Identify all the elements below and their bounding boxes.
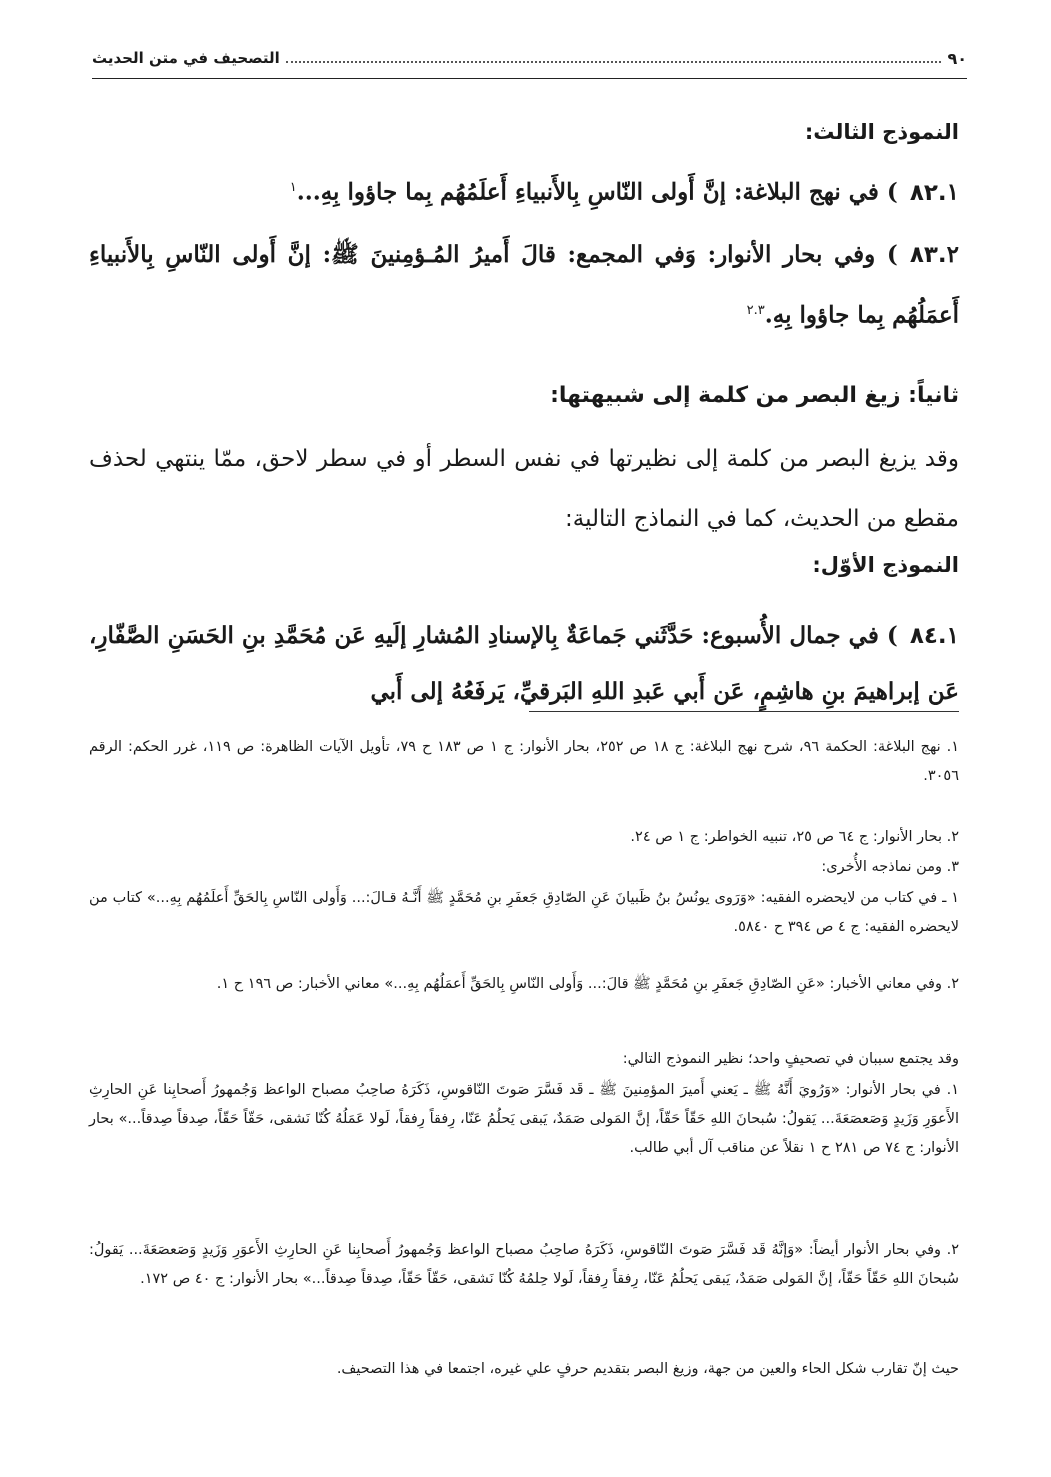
intro-paragraph: وقد يزيغ البصر من كلمة إلى نظيرتها في نفس السطر أو في سطر لاحق، ممّا ينتهي لحذف مقطع من الحديث، كما في النماذج التالية:: [89, 446, 959, 532]
footnote-3: ٣. ومن نماذجه الأُخرى:: [821, 859, 959, 875]
example-text: ١) في جمال الأُسبوع: حَدَّثَني جَماعَةٌ بِالإسنادِ المُشارِ إلَيهِ عَن مُحَمَّدِ بنِ الحَسَنِ الصَّفّارِ، عَن إبراهيمَ بنِ هاشِمٍ، عَن أَبي عَبدِ اللهِ البَرقيِّ، يَرفَعُهُ إلى أَبي: [89, 622, 959, 705]
example-number: ٨٣.: [909, 242, 947, 268]
example-number: ٨٤.: [909, 623, 947, 649]
example-number: ٨٢.: [909, 179, 947, 206]
footnote-3-item-2: ٢. وفي معاني الأخبار: «عَنِ الصّادِقِ جَعفَرِ بنِ مُحَمَّدٍ ﷺ قالَ:... وَأَولى النّاسِ بِالحَقِّ أَعمَلُهُم بِهِ...» معاني الأخبار: ص ١٩٦ ح ١.: [216, 976, 959, 992]
footnote-3-item-1: ١ ـ في كتاب من لايحضره الفقيه: «وَرَوى يونُسُ بنُ ظَبيانَ عَنِ الصّادِقِ جَعفَرِ بنِ مُحَمَّدٍ ﷺ أَنَّـهُ قـالَ:... وَأَولى النّاسِ بِالحَقِّ أَعلَمُهُم بِهِ...» كتاب من لايحضره الفقيه: ج ٤ ص ٣٩٤ ح ٥٨٤٠.: [89, 890, 959, 935]
running-header: [92, 38, 967, 79]
page-number: ٩٠: [947, 48, 967, 68]
footnote-1: ١. نهج البلاغة: الحكمة ٩٦، شرح نهج البلاغة: ج ١٨ ص ٢٥٢، بحار الأنوار: ج ١ ص ١٨٣ ح ٧٩، تأويل الآيات الظاهرة: ص ١١٩، غرر الحكم: الرقم ٣٠٥٦.: [89, 739, 960, 784]
subheading-model-1: النموذج الأوّل:: [812, 553, 959, 577]
footnote-note: وقد يجتمع سببان في تصحيفٍ واحد؛ نظير النموذج التالي:: [622, 1051, 959, 1067]
section-heading-thaniyan: ثانياً: زيغ البصر من كلمة إلى شبيهتها:: [550, 383, 959, 408]
footnote-marker: ٢.٣: [746, 303, 765, 318]
example-text: ١) في نهج البلاغة: إنَّ أَولى النّاسِ بِالأَنبياءِ أَعلَمُهُم بِما جاؤوا بِهِ...: [296, 178, 959, 206]
example-84: [89, 608, 959, 720]
footnote-separator: [529, 711, 959, 712]
footnote-example-1: ١. في بحار الأنوار: «وَرُويَ أَنَّهُ ﷺ ـ يَعني أَميرَ المؤمِنينَ ﷺ ـ قَد فَسَّرَ صَوتَ النّاقوسِ، ذَكَرَهُ صاحِبُ مصباح الواعظ وَجُمهورُ أَصحابِنا عَنِ الحارِثِ الأَعوَرِ وَزَيدٍ وَصَعصَعَةَ... يَقولُ: سُبحانَ اللهِ حَقّاً حَقّاً، إنَّ المَولى صَمَدٌ، يَبقى يَحلُمُ عَنّا، رِفقاً رِفقاً، لَولا عَمَلُهُ كُنّا نَشقى، حَقّاً حَقّاً، صِدقاً صِدقاً...» بحار الأنوار: ج ٧٤ ص ٢٨١ ح ١ نقلاً عن مناقب آل أبي طالب.: [89, 1082, 959, 1156]
header-dot-leader: [286, 61, 942, 63]
footnote-conclusion: حيث إنّ تقارب شكل الحاء والعين من جهة، وزيغ البصر بتقديم حرفٍ علي غيره، اجتمعا في هذا التصحيف.: [336, 1361, 959, 1377]
example-83: [89, 227, 959, 344]
footnote-2: ٢. بحار الأنوار: ج ٦٤ ص ٢٥، تنبيه الخواطر: ج ١ ص ٢٤.: [630, 829, 959, 845]
footnote-example-2: ٢. وفي بحار الأنوار أيضاً: «وَإنَّهُ قَد فَسَّرَ صَوتَ النّاقوسِ، ذَكَرَهُ صاحِبُ مصباح الواعظ وَجُمهورُ أَصحابِنا عَنِ الحارِثِ الأَعوَرِ وَزَيدٍ وَصَعصَعَةَ... يَقولُ: سُبحانَ اللهِ حَقّاً حَقّاً، إنَّ المَولى صَمَدٌ، يَبقى يَحلُمُ عَنّا، رِفقاً رِفقاً، لَولا حِلمُهُ كُنّا نَشقى، حَقّاً حَقّاً، صِدقاً صِدقاً...» بحار الأنوار: ج ٤٠ ص ١٧٢.: [89, 1242, 959, 1287]
section-heading-model-3: النموذج الثالث:: [804, 120, 959, 144]
running-title: التصحيف في متن الحديث: [92, 49, 280, 67]
example-82: [89, 160, 959, 221]
example-text: ٢) وفي بحار الأنوار: وَفي المجمع: قالَ أَميرُ المُـؤمِنينَ ﷺ: إنَّ أَولى النّاسِ بِالأَنبياءِ أَعمَلُهُم بِما جاؤوا بِهِ.: [89, 241, 959, 329]
footnote-marker: ١: [289, 180, 297, 195]
